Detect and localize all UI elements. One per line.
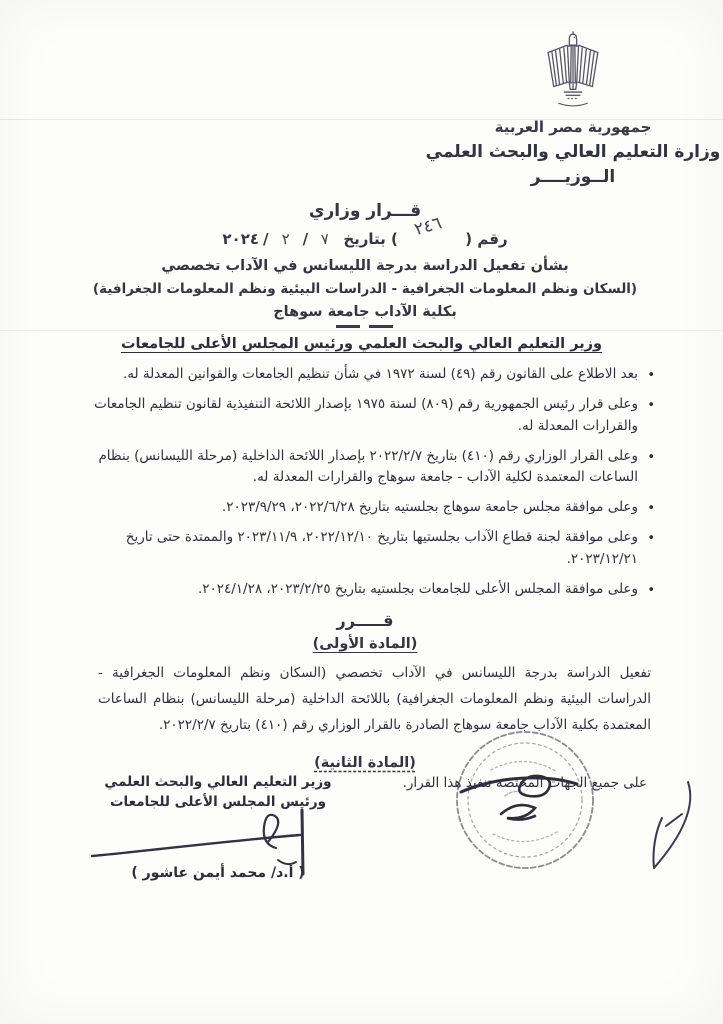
- preamble-item-text: بعد الاطلاع على القانون رقم (٤٩) لسنة ١٩٧٢ في شأن تنظيم الجامعات والقوانين المعدلة له.: [122, 366, 638, 382]
- bullet-icon: [647, 498, 655, 519]
- preamble-item-text: وعلى قرار رئيس الجمهورية رقم (٨٠٩) لسنة ١٩٧٥ بإصدار اللائحة التنفيذية لقانون تنظيم الجامعات والقرارات المعدلة له.: [94, 395, 638, 434]
- preamble-item-text: وعلى موافقة المجلس الأعلى للجامعات بجلستيه بتاريخ ٢٠٢٣/٢/٢٥، ٢٠٢٤/١/٢٨.: [197, 580, 638, 597]
- signature-block: [78, 772, 358, 881]
- ministry-name: وزارة التعليم العالي والبحث العلمي: [425, 142, 721, 162]
- decided-word: قـــــرر: [336, 610, 394, 630]
- bullet-icon: [647, 528, 655, 549]
- decree-number-label: رقم (: [465, 230, 508, 248]
- decree-date-label: ) بتاريخ: [343, 230, 398, 248]
- signatory-title-line-2: ورئيس المجلس الأعلى للجامعات: [109, 794, 327, 811]
- decision-section: [0, 611, 723, 791]
- handwritten-month: ٢: [280, 229, 291, 249]
- preamble-item: [52, 527, 655, 571]
- handwritten-mark: [622, 778, 708, 878]
- decree-type-title: قـــرار وزاري: [308, 201, 422, 221]
- printed-year: ٢٠٢٤: [222, 230, 260, 248]
- handwritten-decree-number: ٢٤٦: [412, 213, 444, 240]
- bullet-icon: [647, 447, 655, 468]
- issuing-authority-heading: وزير التعليم العالي والبحث العلمي ورئيس المجلس الأعلى للجامعات: [120, 336, 603, 352]
- article-1-title: (المادة الأولى): [312, 635, 418, 652]
- handwritten-day: ٧: [320, 229, 331, 249]
- article-2-body: على جميع الجهات المختصة تنفيذ هذا القرار.: [402, 774, 647, 791]
- scan-artifact-line: [0, 119, 723, 120]
- bullet-icon: [647, 395, 655, 416]
- decree-title-block: [35, 201, 695, 328]
- preamble-item: [52, 394, 655, 438]
- scan-artifact-line: [0, 330, 723, 331]
- signatory-title-line-1: وزير التعليم العالي والبحث العلمي: [104, 774, 332, 790]
- dashed-separator: [336, 325, 394, 328]
- preamble-item: [52, 497, 655, 519]
- date-separator: /: [263, 230, 269, 248]
- preamble-item: [52, 364, 655, 386]
- article-2-title: (المادة الثانية): [314, 754, 416, 771]
- preamble-item: [52, 446, 655, 490]
- article-1-body: تفعيل الدراسة بدرجة الليسانس في الآداب تخصصي (السكان ونظم المعلومات الجغرافية - الدراسات البيئية ونظم المعلومات الجغرافية) باللائحة الداخلية (مرحلة الليسانس) بنظام الساعات المعتمدة بكلية الآداب جامعة سوهاج الصادرة بالقرار الوزاري رقم (٤١٠) بتاريخ ٢٠٢٢/٢/٧.: [98, 664, 651, 734]
- subject-line-1: بشأن تفعيل الدراسة بدرجة الليسانس في الآداب تخصصي: [161, 258, 569, 274]
- preamble-section: [0, 336, 723, 601]
- bullet-icon: [647, 365, 655, 386]
- preamble-item: [52, 579, 655, 601]
- minister-title: الــوزيــــر: [530, 167, 616, 187]
- decree-number-line: [35, 213, 695, 249]
- preamble-list: [0, 364, 723, 601]
- date-separator: /: [302, 230, 309, 248]
- signatory-name: ( أ.د/ محمد أيمن عاشور ): [131, 864, 305, 881]
- preamble-item-text: وعلى موافقة مجلس جامعة سوهاج بجلستيه بتاريخ ٢٠٢٢/٦/٢٨، ٢٠٢٣/٩/٢٩.: [221, 499, 638, 516]
- preamble-item-text: وعلى القرار الوزاري رقم (٤١٠) بتاريخ ٢٠٢٢/٢/٧ بإصدار اللائحة الداخلية (مرحلة الليسانس) بنظام الساعات المعتمدة لكلية الآداب - جامعة سوهاج والقرارات المعدلة له.: [98, 447, 638, 486]
- egypt-eagle-emblem: [423, 26, 723, 114]
- republic-name: جمهورية مصر العربية: [494, 118, 652, 136]
- preamble-item-text: وعلى موافقة لجنة قطاع الآداب بجلستيها بتاريخ ٢٠٢٢/١٢/١٠، ٢٠٢٣/١١/٩ والممتدة حتى تاريخ ٢٠٢٣/١٢/٢١.: [125, 529, 638, 568]
- subject-line-2: (السكان ونظم المعلومات الجغرافية - الدراسات البيئية ونظم المعلومات الجغرافية): [92, 281, 638, 297]
- subject-line-3: بكلية الآداب جامعة سوهاج: [273, 304, 457, 320]
- bullet-icon: [647, 580, 655, 601]
- letterhead: [423, 26, 723, 187]
